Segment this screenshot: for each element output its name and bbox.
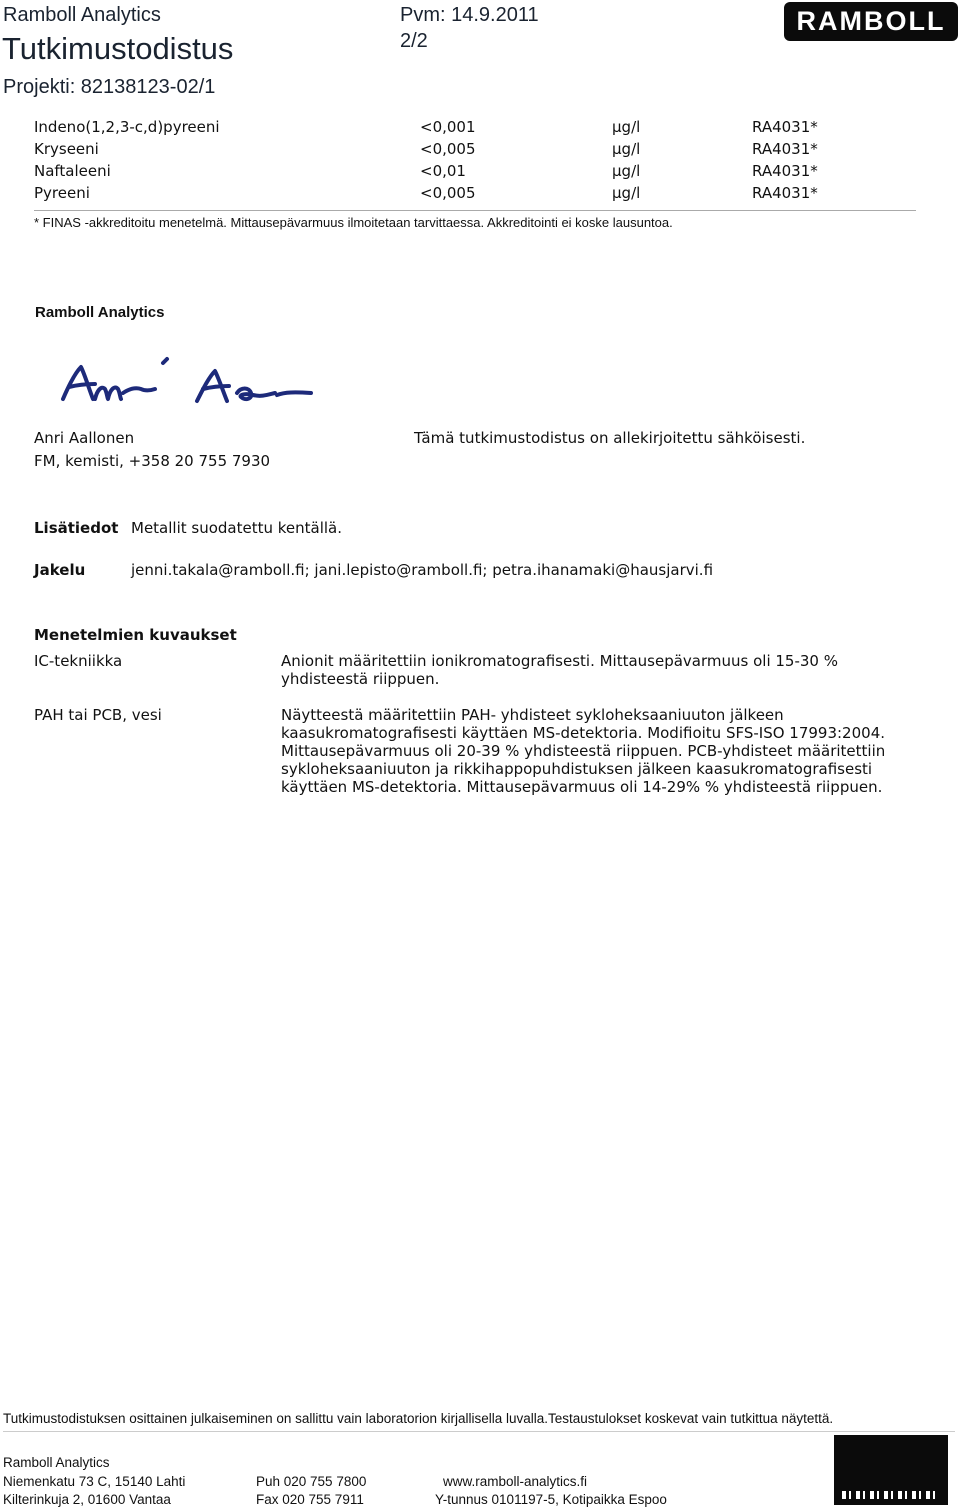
result-unit: µg/l xyxy=(612,118,641,136)
result-value: <0,01 xyxy=(420,162,466,180)
document-title: Tutkimustodistus xyxy=(2,31,234,66)
method-line: Näytteestä määritettiin PAH- yhdisteet sykloheksaaniuuton jälkeen xyxy=(281,706,784,724)
result-row xyxy=(34,140,834,162)
document-date: Pvm: 14.9.2011 xyxy=(400,4,539,26)
method-line: sykloheksaaniuuton ja rikkihappopuhdistuksen jälkeen kaasukromatografisesti xyxy=(281,760,873,778)
method-line: Mittausepävarmuus oli 20-39 % yhdisteestä riippuen. PCB-yhdisteet määritettiin xyxy=(281,742,886,760)
result-unit: µg/l xyxy=(612,140,641,158)
result-row xyxy=(34,184,834,206)
result-name: Naftaleeni xyxy=(34,162,111,180)
result-method: RA4031* xyxy=(752,118,818,136)
signer-name: Anri Aallonen xyxy=(34,429,135,447)
method-name: IC-tekniikka xyxy=(34,652,123,670)
footer-website[interactable]: www.ramboll-analytics.fi xyxy=(443,1474,588,1489)
result-name: Pyreeni xyxy=(34,184,90,202)
accreditation-note: * FINAS -akkreditoitu menetelmä. Mittausepävarmuus ilmoitetaan tarvittaessa. Akkreditointi ei koske lausuntoa. xyxy=(34,215,673,230)
result-method: RA4031* xyxy=(752,184,818,202)
method-line: Anionit määritettiin ionikromatografisesti. Mittausepävarmuus oli 15-30 % xyxy=(281,652,838,670)
footer-divider xyxy=(3,1431,955,1432)
footer-business-id: Y-tunnus 0101197-5, Kotipaikka Espoo xyxy=(435,1492,667,1507)
footer-logo-mark xyxy=(834,1435,948,1505)
handwritten-signature xyxy=(55,355,320,413)
result-unit: µg/l xyxy=(612,184,641,202)
result-name: Kryseeni xyxy=(34,140,99,158)
result-value: <0,001 xyxy=(420,118,476,136)
method-line: yhdisteestä riippuen. xyxy=(281,670,440,688)
method-line: kaasukromatografisesti käyttäen MS-detektoria. Modifioitu SFS-ISO 17993:2004. xyxy=(281,724,885,742)
table-divider xyxy=(34,210,916,211)
result-value: <0,005 xyxy=(420,140,476,158)
jakelu-value: jenni.takala@ramboll.fi; jani.lepisto@ramboll.fi; petra.ihanamaki@hausjarvi.fi xyxy=(131,561,714,579)
methods-heading: Menetelmien kuvaukset xyxy=(34,626,237,644)
signature-company: Ramboll Analytics xyxy=(35,304,165,321)
ramboll-logo: RAMBOLL xyxy=(784,2,958,41)
result-unit: µg/l xyxy=(612,162,641,180)
lisatiedot-value: Metallit suodatettu kentällä. xyxy=(131,519,343,537)
jakelu-label: Jakelu xyxy=(34,561,86,579)
footer-address-lahti: Niemenkatu 73 C, 15140 Lahti xyxy=(3,1474,186,1489)
result-value: <0,005 xyxy=(420,184,476,202)
project-number: Projekti: 82138123-02/1 xyxy=(3,76,216,98)
footer-disclaimer: Tutkimustodistuksen osittainen julkaiseminen on sallittu vain laboratorion kirjallisella luvalla.Testaustulokset koskevat vain tutkittua näytettä. xyxy=(3,1411,834,1426)
result-row xyxy=(34,162,834,184)
footer-phone: Puh 020 755 7800 xyxy=(256,1474,367,1489)
result-row xyxy=(34,118,834,140)
result-name: Indeno(1,2,3-c,d)pyreeni xyxy=(34,118,220,136)
method-name: PAH tai PCB, vesi xyxy=(34,706,162,724)
company-name: Ramboll Analytics xyxy=(3,4,161,26)
page-number: 2/2 xyxy=(400,30,428,52)
result-method: RA4031* xyxy=(752,162,818,180)
footer-fax: Fax 020 755 7911 xyxy=(256,1492,364,1507)
method-line: käyttäen MS-detektoria. Mittausepävarmuus oli 14-29% % yhdisteestä riippuen. xyxy=(281,778,883,796)
electronic-signature-note: Tämä tutkimustodistus on allekirjoitettu sähköisesti. xyxy=(414,429,806,447)
result-method: RA4031* xyxy=(752,140,818,158)
signer-title: FM, kemisti, +358 20 755 7930 xyxy=(34,452,271,470)
footer-company: Ramboll Analytics xyxy=(3,1455,110,1470)
lisatiedot-label: Lisätiedot xyxy=(34,519,119,537)
footer-address-vantaa: Kilterinkuja 2, 01600 Vantaa xyxy=(3,1492,171,1507)
